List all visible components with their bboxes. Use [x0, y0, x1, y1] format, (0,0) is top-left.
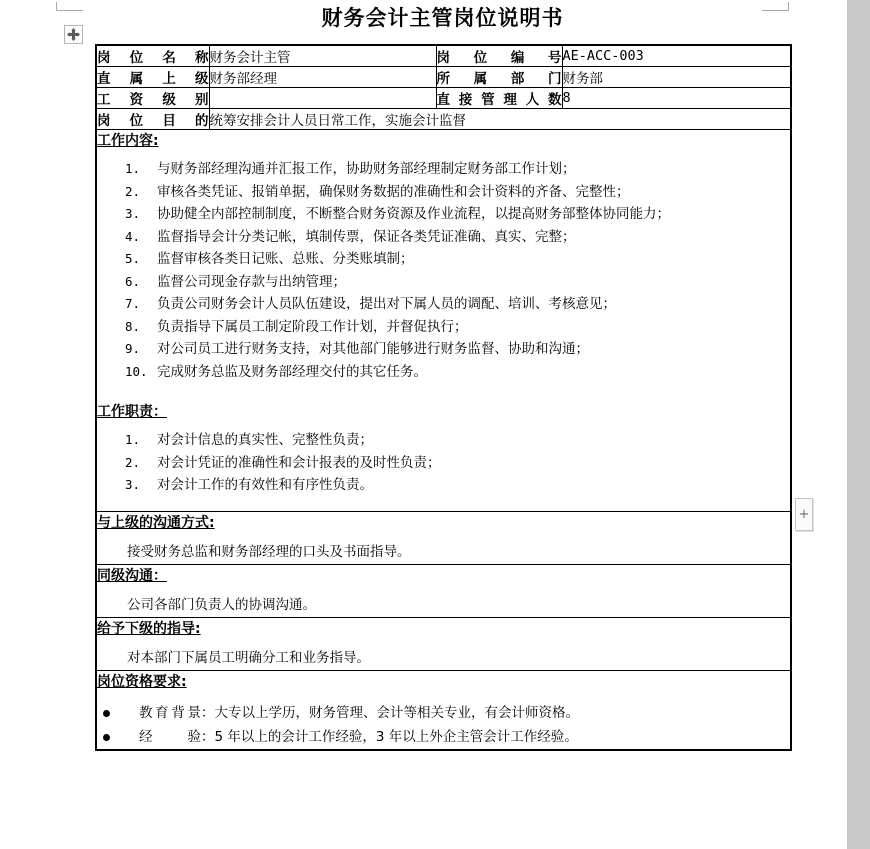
- list-item-text: 对会计信息的真实性、完整性负责；: [157, 432, 373, 448]
- section-peer-communication: [96, 564, 791, 617]
- section-downward-guidance: [96, 617, 791, 670]
- field-label-direct-superior: 直属上级: [96, 67, 209, 88]
- field-label-salary-grade: 工资级别: [96, 88, 209, 109]
- list-item-text: 对公司员工进行财务支持，对其他部门能够进行财务监督、协助和沟通；: [157, 341, 589, 357]
- row-expand-button[interactable]: +: [795, 498, 813, 531]
- list-item-text: 与财务部经理沟通并汇报工作，协助财务部经理制定财务部工作计划；: [157, 161, 576, 177]
- job-description-table: [95, 44, 792, 751]
- work-content-list: [97, 158, 790, 383]
- list-item: [97, 701, 790, 725]
- list-item: 3. 协助健全内部控制制度，不断整合财务资源及作业流程，以提高财务部整体协同能力；: [125, 206, 670, 222]
- table-row: [96, 564, 791, 617]
- field-value-direct-reports: 8: [562, 88, 791, 109]
- list-item-text: 审核各类凭证、报销单据，确保财务数据的准确性和会计资料的齐备、完整性；: [157, 183, 630, 200]
- section-heading-downward-guidance: 给予下级的指导:: [97, 620, 201, 637]
- field-value-direct-superior: 财务部经理: [209, 67, 436, 88]
- list-item: 2. 对会计凭证的准确性和会计报表的及时性负责；: [125, 454, 441, 471]
- field-value-job-purpose: 统筹安排会计人员日常工作，实施会计监督: [209, 109, 791, 130]
- list-item-text: 对会计凭证的准确性和会计报表的及时性负责；: [157, 454, 441, 471]
- list-item-text: 对会计工作的有效性和有序性负责。: [157, 477, 373, 493]
- section-heading-qualifications: 岗位资格要求:: [97, 673, 187, 690]
- section-spacer: [97, 383, 790, 401]
- list-item-text: 协助健全内部控制制度，不断整合财务资源及作业流程，以提高财务部整体协同能力；: [157, 206, 670, 222]
- field-value-job-code: AE-ACC-003: [562, 45, 791, 67]
- list-item: 10. 完成财务总监及财务部经理交付的其它任务。: [125, 363, 427, 380]
- list-item: 5. 监督审核各类日记账、总账、分类账填制；: [125, 251, 414, 267]
- section-text-peer-communication: 公司各部门负责人的协调沟通。: [127, 596, 316, 613]
- qualifications-list: [97, 701, 790, 749]
- table-row: [96, 109, 791, 130]
- list-item: 3. 对会计工作的有效性和有序性负责。: [125, 477, 373, 493]
- bullet-dot-icon: [103, 710, 110, 717]
- field-label-job-code: 岗位编号: [436, 45, 562, 67]
- section-text-downward-guidance: 对本部门下属员工明确分工和业务指导。: [127, 649, 370, 666]
- work-duties-list: [97, 429, 790, 497]
- table-row: [96, 67, 791, 88]
- field-label-job-purpose: 岗位目的: [96, 109, 209, 130]
- table-row: [96, 88, 791, 109]
- list-item: 7. 负责公司财务会计人员队伍建设，提出对下属人员的调配、培训、考核意见；: [125, 296, 616, 312]
- list-item: 2. 审核各类凭证、报销单据，确保财务数据的准确性和会计资料的齐备、完整性；: [125, 183, 630, 200]
- field-label-department: 所属部门: [436, 67, 562, 88]
- list-item-text: 监督审核各类日记账、总账、分类账填制；: [157, 251, 414, 267]
- page-margin-corner-topleft-icon: [56, 2, 83, 11]
- bullet-dot-icon: [103, 734, 110, 741]
- page-title: 财务会计主管岗位说明书: [321, 5, 564, 30]
- list-item: 1. 与财务部经理沟通并汇报工作，协助财务部经理制定财务部工作计划；: [125, 161, 576, 177]
- table-row: [96, 45, 791, 67]
- field-label-job-name: 岗位名称: [96, 45, 209, 67]
- table-row: [96, 511, 791, 564]
- qualification-term: 教育背景: [139, 704, 201, 721]
- table-move-handle-icon[interactable]: [64, 25, 83, 44]
- section-heading-peer-communication: 同级沟通：: [97, 567, 167, 584]
- list-item: 6. 监督公司现金存款与出纳管理；: [125, 273, 346, 290]
- section-heading-work-duties: 工作职责：: [97, 404, 167, 420]
- list-item: 1. 对会计信息的真实性、完整性负责；: [125, 432, 373, 448]
- section-heading-upward-communication: 与上级的沟通方式:: [97, 514, 215, 531]
- field-value-salary-grade: [209, 88, 436, 109]
- list-item-text: 完成财务总监及财务部经理交付的其它任务。: [157, 363, 427, 380]
- field-value-job-name: 财务会计主管: [209, 45, 436, 67]
- table-row: [96, 670, 791, 750]
- qualification-text: ：5 年以上的会计工作经验，3 年以上外企主管会计工作经验。: [201, 728, 578, 745]
- section-qualifications: [96, 670, 791, 750]
- list-item: 8. 负责指导下属员工制定阶段工作计划，并督促执行；: [125, 318, 468, 335]
- list-item-text: 负责指导下属员工制定阶段工作计划，并督促执行；: [157, 318, 468, 335]
- section-upward-communication: [96, 511, 791, 564]
- section-heading-work-content: 工作内容:: [97, 133, 159, 149]
- section-text-upward-communication: 接受财务总监和财务部经理的口头及书面指导。: [127, 543, 411, 560]
- section-work-content: [96, 130, 791, 512]
- list-item: [97, 725, 790, 749]
- list-item: 9. 对公司员工进行财务支持，对其他部门能够进行财务监督、协助和沟通；: [125, 341, 589, 357]
- qualification-text: ：大专以上学历，财务管理、会计等相关专业，有会计师资格。: [201, 704, 579, 721]
- list-item-text: 监督指导会计分类记帐，填制传票，保证各类凭证准确、真实、完整；: [157, 228, 576, 245]
- table-row: [96, 617, 791, 670]
- page-edge-strip: [847, 0, 870, 849]
- list-item-text: 负责公司财务会计人员队伍建设，提出对下属人员的调配、培训、考核意见；: [157, 296, 616, 312]
- list-item-text: 监督公司现金存款与出纳管理；: [157, 273, 346, 290]
- field-value-department: 财务部: [562, 67, 791, 88]
- qualification-term: 经验: [139, 728, 201, 745]
- list-item: 4. 监督指导会计分类记帐，填制传票，保证各类凭证准确、真实、完整；: [125, 228, 576, 245]
- table-row: [96, 130, 791, 512]
- field-label-direct-reports: 直接管理人数: [436, 88, 562, 109]
